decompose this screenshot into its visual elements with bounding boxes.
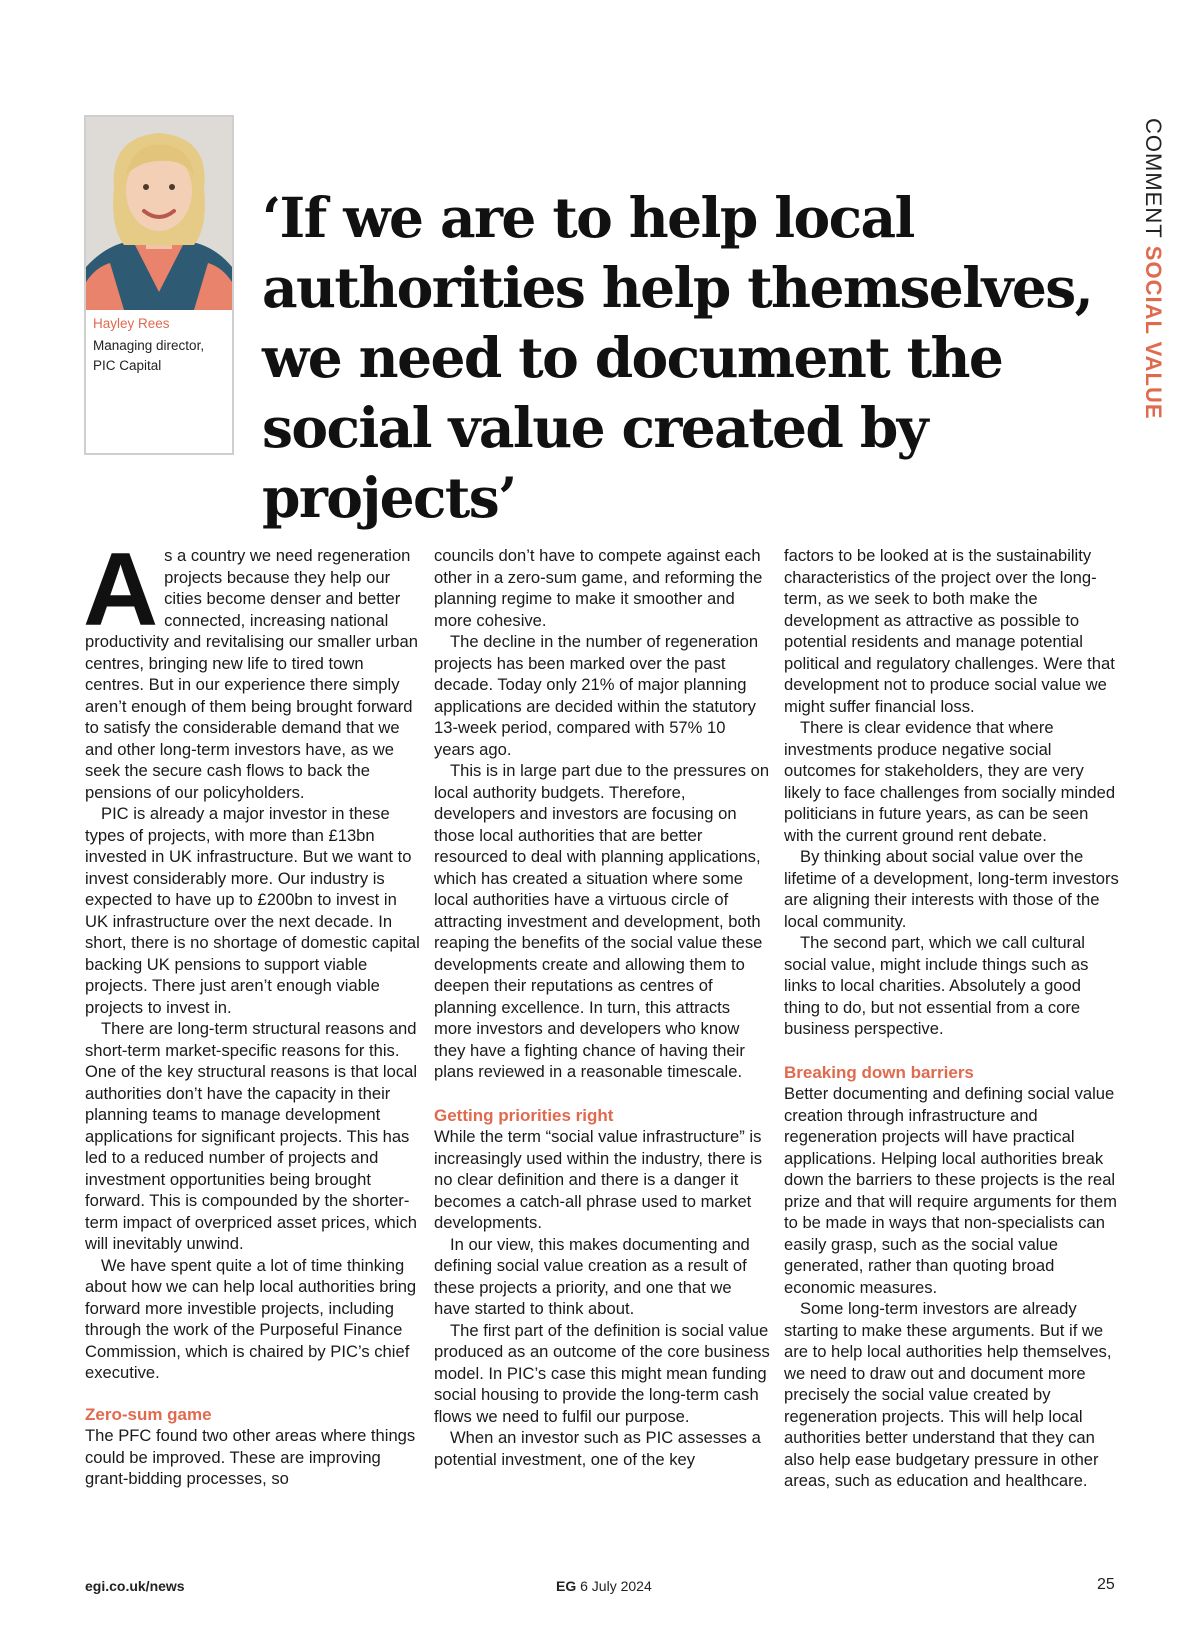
drop-cap: A [83, 532, 159, 648]
paragraph: The second part, which we call cultural social value, might include things such as links to local charities. Absolutely a good thing to do, but not essential from a core business perspective. [784, 933, 1089, 1038]
paragraph: There are long-term structural reasons and short-term market-specific reasons for this. One of the key structural reasons is that local authorities don’t have the capacity in their planning teams to manage development applications for significant projects. This has led to a reduced number of projects and investment opportunities being brought forward. This is compounded by the shorter-term impact of overpriced asset prices, which will inevitably unwind. [85, 1019, 418, 1253]
paragraph: The first part of the definition is social value produced as an outcome of the core business model. In PIC’s case this might mean funding social housing to provide the long-term cash flows we need to fulfil our purpose. [434, 1320, 770, 1426]
paragraph: factors to be looked at is the sustainability characteristics of the project over the long-term, as we seek to both make the development as attractive as possible to potential residents and manage potential political and regulatory challenges. Were that development not to produce social value we might suffer financial loss. [784, 546, 1115, 716]
author-box [84, 115, 234, 455]
article-column-2 [434, 545, 770, 1470]
subheading: Zero-sum game [85, 1404, 212, 1424]
paragraph: The PFC found two other areas where things could be improved. These are improving grant-bidding processes, so [85, 1426, 416, 1488]
paragraph: There is clear evidence that where investments produce negative social outcomes for stakeholders, they are very likely to face challenges from socially minded politicians in future years, as can be seen with the current ground rent debate. [784, 718, 1116, 845]
paragraph: While the term “social value infrastructure” is increasingly used within the industry, there is no clear definition and there is a danger it becomes a catch-all phrase used to market developments. [434, 1127, 763, 1232]
paragraph [83, 532, 421, 803]
paragraph: When an investor such as PIC assesses a potential investment, one of the key [434, 1428, 761, 1469]
subheading: Breaking down barriers [784, 1062, 974, 1082]
headline: ‘If we are to help local authorities help themselves, we need to document the social value created by projects’ [262, 185, 1093, 530]
paragraph: Some long-term investors are already starting to make these arguments. But if we are to help local authorities help themselves, we need to draw out and document more precisely the social value created by regeneration projects. This will help local authorities better understand that they can also help ease budgetary pressure in other areas, such as education and healthcare. [784, 1299, 1112, 1490]
section-label: COMMENT [1141, 118, 1166, 239]
author-portrait-illustration [86, 117, 232, 310]
paragraph: The decline in the number of regeneration projects has been marked over the past decade. Today only 21% of major planning applications are decided within the statutory 13-week period, compared with 57% 10 years ago. [434, 632, 759, 759]
paragraph: In our view, this makes documenting and defining social value creation as a result of these projects a priority, and one that we have started to think about. [434, 1234, 750, 1318]
publication-name: EG [556, 1578, 577, 1594]
page-number: 25 [1097, 1576, 1115, 1593]
article-column-3 [784, 545, 1120, 1492]
article-column-1 [83, 532, 421, 1490]
paragraph: councils don’t have to compete against each other in a zero-sum game, and reforming the planning regime to make it smoother and more cohesive. [434, 546, 763, 630]
footer-website-link[interactable]: egi.co.uk/news [85, 1578, 185, 1594]
footer-publication [556, 1578, 652, 1594]
subheading: Getting priorities right [434, 1105, 614, 1125]
paragraph: We have spent quite a lot of time thinking about how we can help local authorities bring forward more investible projects, including through the work of the Purposeful Finance Commission, which is chaired by PIC’s chief executive. [85, 1255, 417, 1382]
section-category: SOCIAL VALUE [1141, 245, 1166, 420]
author-name: Hayley Rees [93, 316, 170, 331]
paragraph: Better documenting and defining social value creation through infrastructure and regeneration projects will have practical applications. Helping local authorities break down the barriers to these projects is the real prize and that will require arguments for them to be made in ways that non-specialists can easily grasp, such as the social value generated, rather than quoting broad economic measures. [784, 1084, 1117, 1297]
paragraph: PIC is already a major investor in these types of projects, with more than £13bn invested in UK infrastructure. But we want to invest considerably more. Our industry is expected to have up to £200bn to invest in UK infrastructure over the next decade. In short, there is no shortage of domestic capital backing UK pensions to support viable projects. There just aren’t enough viable projects to invest in. [85, 804, 420, 1017]
author-photo [86, 117, 232, 310]
section-tag [1140, 118, 1166, 420]
author-company: PIC Capital [93, 358, 162, 373]
paragraph-text: s a country we need regeneration projects because they help our cities become denser and better connected, increasing national productivity and revitalising our smaller urban centres, bringing new life to tired town centres. But in our experience there simply aren’t enough of them being brought forward to satisfy the considerable demand that we and other long-term investors have, as we seek the secure cash flows to back the pensions of our policyholders. [85, 546, 418, 802]
paragraph: By thinking about social value over the lifetime of a development, long-term investors are aligning their interests with those of the local community. [784, 847, 1119, 931]
paragraph: This is in large part due to the pressures on local authority budgets. Therefore, developers and investors are focusing on those local authorities that are better resourced to deal with planning applications, which has created a situation where some local authorities have a virtuous circle of attracting investment and development, both reaping the benefits of the social value these developments create and allowing them to deepen their reputations as centres of planning excellence. In turn, this attracts more investors and developers who know they have a fighting chance of having their plans reviewed in a reasonable timescale. [434, 761, 770, 1081]
author-title: Managing director, [93, 338, 205, 353]
author-role [93, 336, 231, 376]
publication-date: 6 July 2024 [580, 1578, 652, 1594]
